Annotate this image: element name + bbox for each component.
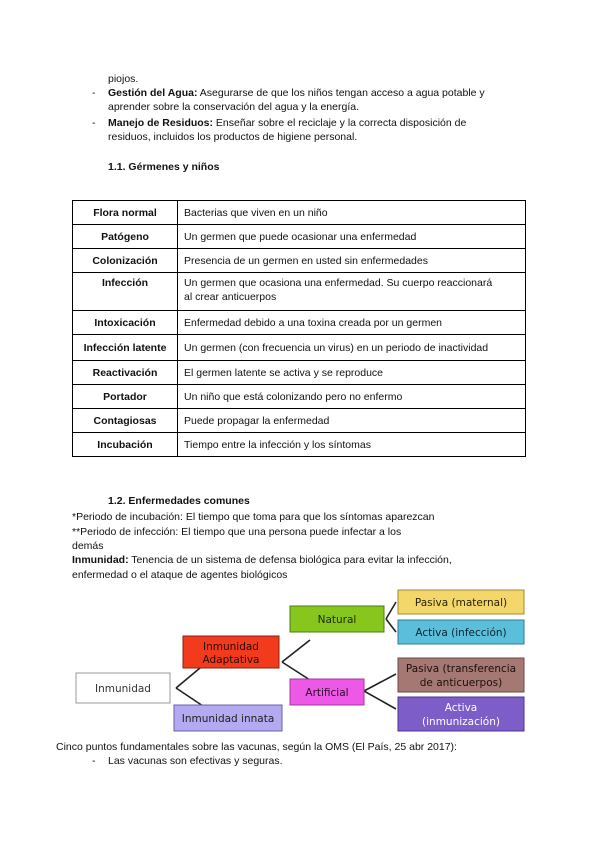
definition-term <box>73 201 178 225</box>
bullet-waste-text: Enseñar sobre el reciclaje y la correcta disposición de <box>213 117 467 129</box>
definition-term-text: Colonización <box>92 254 158 267</box>
connector-natural-active <box>386 619 396 632</box>
definition-text-line: Un germen (con frecuencia un virus) en un periodo de inactividad <box>184 341 489 354</box>
definition-row <box>73 433 526 457</box>
definition-text <box>178 225 526 249</box>
definition-term-text: Portador <box>103 390 147 403</box>
incubation-note: *Periodo de incubación: El tiempo que toma para que los síntomas aparezcan <box>72 511 435 523</box>
definition-text <box>178 361 526 385</box>
definition-text <box>178 385 526 409</box>
bullet-water-line1 <box>108 86 485 101</box>
section-heading-1-2: 1.2. Enfermedades comunes <box>108 495 250 507</box>
immunity-definition-line1 <box>72 553 452 568</box>
definition-text <box>178 249 526 273</box>
definition-term-text: Contagiosas <box>93 414 157 427</box>
definition-term-text: Patógeno <box>101 230 149 243</box>
definition-row <box>73 311 526 335</box>
definition-text <box>178 311 526 335</box>
bullet-waste-title: Manejo de Residuos: <box>108 117 214 129</box>
immunity-definition-line2: enfermedad o el ataque de agentes biológicos <box>72 569 288 581</box>
definition-text-line: Bacterias que viven en un niño <box>184 206 328 219</box>
vaccines-intro: Cinco puntos fundamentales sobre las vacunas, según la OMS (El País, 25 abr 2017): <box>56 741 457 753</box>
node-innate-label: Inmunidad innata <box>181 713 275 725</box>
definition-text-line: Un niño que está colonizando pero no enfermo <box>184 390 403 403</box>
node-root-label: Inmunidad <box>95 683 151 695</box>
definition-term-text: Flora normal <box>93 206 157 219</box>
definition-text-line: El germen latente se activa y se reproduce <box>184 366 384 379</box>
connector-artificial-passive <box>364 674 396 691</box>
definition-text-line: Enfermedad debido a una toxina creada por un germen <box>184 316 443 329</box>
node-active-immunization-label-line1: Activa <box>444 702 478 714</box>
definition-text <box>178 201 526 225</box>
definition-row <box>73 273 526 311</box>
definition-term <box>73 385 178 409</box>
node-passive-transfer-label-line2: de anticuerpos) <box>419 677 503 689</box>
definition-term-text: Intoxicación <box>94 316 156 329</box>
bullet-dash: - <box>92 755 96 767</box>
definition-term-text: Infección latente <box>83 341 167 354</box>
definition-row <box>73 201 526 225</box>
node-adaptive-label-line1: Inmunidad <box>203 641 259 653</box>
node-active-immunization-label-line2: (inmunización) <box>422 716 500 728</box>
node-active-infection-label: Activa (infección) <box>415 627 507 639</box>
definition-term <box>73 249 178 273</box>
infection-note-line2: demás <box>72 540 104 552</box>
definition-row <box>73 409 526 433</box>
definition-term <box>73 335 178 361</box>
bullet-dash: - <box>92 87 96 99</box>
bullet-waste-line1 <box>108 116 466 131</box>
node-passive-transfer-label-line1: Pasiva (transferencia <box>405 663 517 675</box>
definition-text-line: Un germen que ocasiona una enfermedad. Su cuerpo reaccionará <box>184 277 493 289</box>
immunity-text: Tenencia de un sistema de defensa biológica para evitar la infección, <box>128 554 452 566</box>
section-heading-1-1: 1.1. Gérmenes y niños <box>108 161 220 173</box>
definition-term-text: Incubación <box>97 438 153 451</box>
bullet-water-title: Gestión del Agua: <box>108 87 198 99</box>
node-passive-maternal-label: Pasiva (maternal) <box>414 597 508 609</box>
node-adaptive-label-line2: Adaptativa <box>202 654 260 666</box>
definitions-table <box>72 200 526 457</box>
bullet-waste-line2: residuos, incluidos los productos de higiene personal. <box>108 131 358 143</box>
definition-text <box>178 433 526 457</box>
connector-artificial-active <box>364 691 396 709</box>
definition-row <box>73 361 526 385</box>
definition-term <box>73 273 178 311</box>
bullet-water-line2: aprender sobre la conservación del agua y la energía. <box>108 101 359 113</box>
node-artificial-label: Artificial <box>305 687 349 699</box>
definition-term <box>73 409 178 433</box>
connector-adaptive-artificial <box>282 662 310 680</box>
definition-term-text: Infección <box>101 277 149 289</box>
definition-text-line: Tiempo entre la infección y los síntomas <box>184 438 371 451</box>
definition-text <box>178 409 526 433</box>
node-natural-label: Natural <box>317 614 357 626</box>
definition-term <box>73 361 178 385</box>
connector-natural-passive <box>386 602 396 619</box>
bullet-dash: - <box>92 117 96 129</box>
bullet-continuation: piojos. <box>108 73 139 85</box>
definition-text <box>178 273 526 311</box>
definition-text <box>178 335 526 361</box>
definition-term <box>73 311 178 335</box>
definition-row <box>73 225 526 249</box>
immunity-diagram <box>70 584 530 734</box>
bullet-water-text: Asegurarse de que los niños tengan acceso a agua potable y <box>197 87 485 99</box>
connector-adaptive-natural <box>282 640 310 662</box>
definition-term <box>73 433 178 457</box>
definition-row <box>73 385 526 409</box>
definition-row <box>73 249 526 273</box>
definition-text-line: al crear anticuerpos <box>184 291 277 303</box>
definition-text-line: Puede propagar la enfermedad <box>184 414 330 427</box>
definition-text-line: Un germen que puede ocasionar una enfermedad <box>184 230 417 243</box>
definition-term-text: Reactivación <box>92 366 158 379</box>
definition-text-line: Presencia de un germen en usted sin enfermedades <box>184 254 428 267</box>
immunity-label: Inmunidad: <box>72 554 129 566</box>
definition-term <box>73 225 178 249</box>
definition-row <box>73 335 526 361</box>
vaccines-point-1: Las vacunas son efectivas y seguras. <box>108 755 283 767</box>
infection-note-line1: **Periodo de infección: El tiempo que una persona puede infectar a los <box>72 526 402 538</box>
